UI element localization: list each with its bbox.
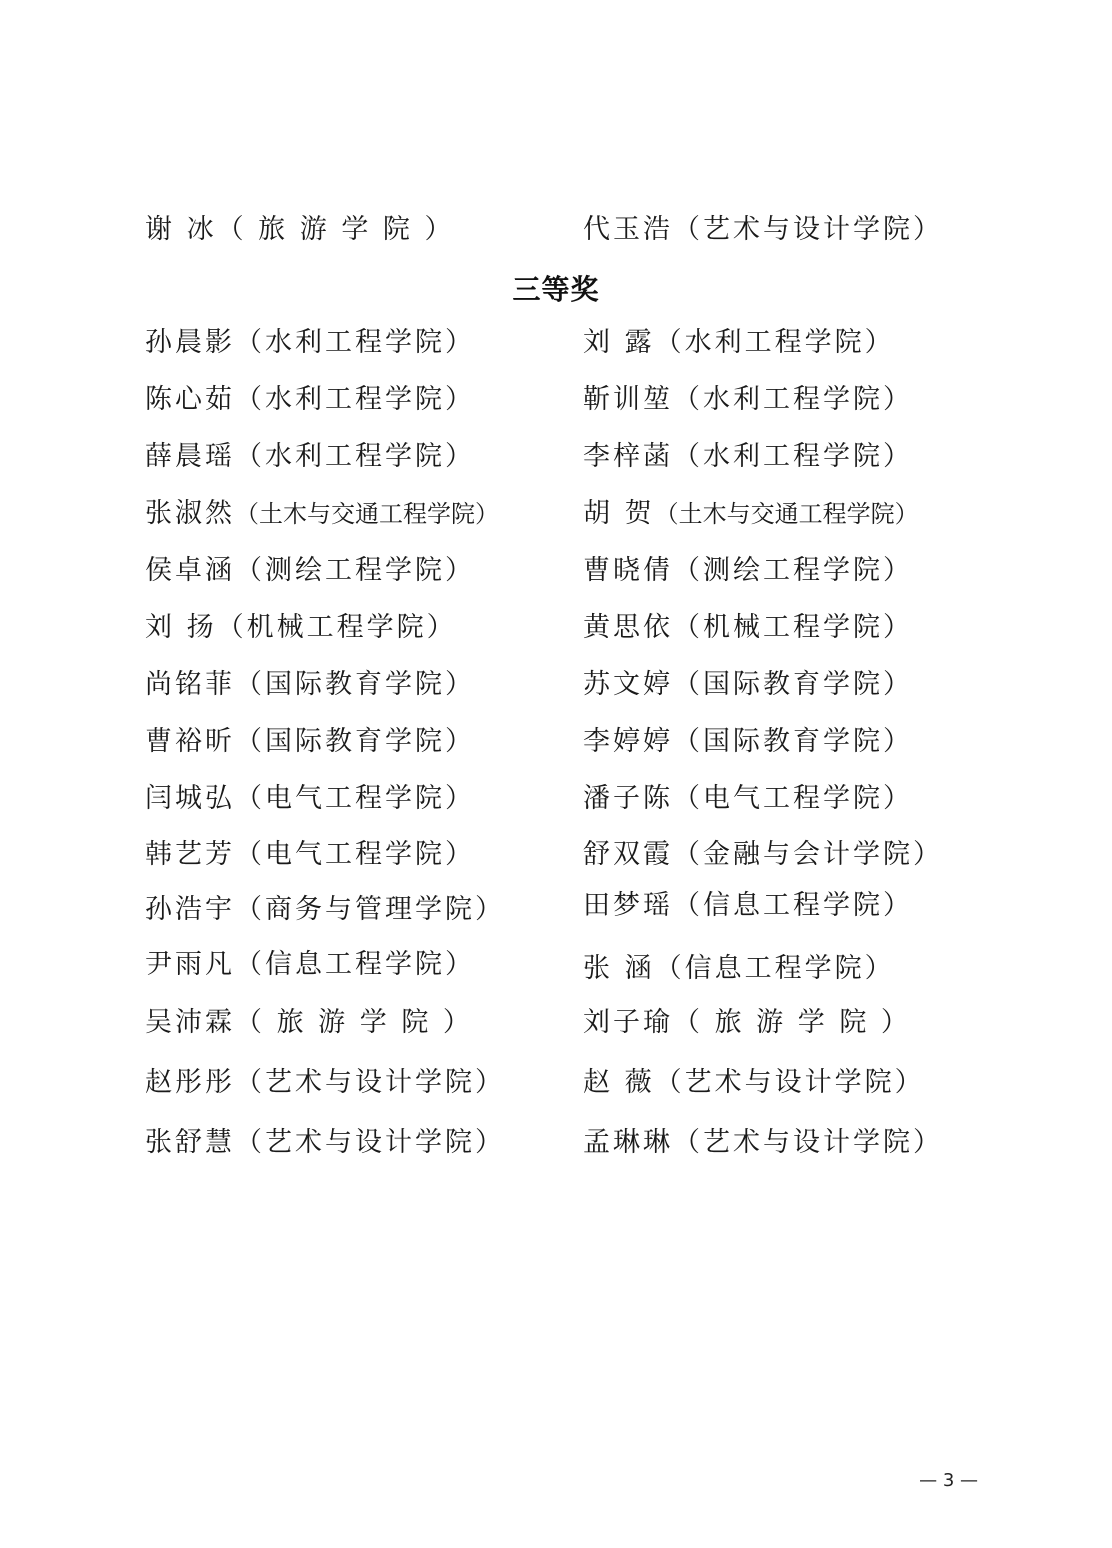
award-row bbox=[0, 890, 1112, 930]
award-entry bbox=[583, 665, 913, 705]
college-name: （国际教育学院） bbox=[235, 726, 475, 757]
college-name: （ 旅 游 学 院 ） bbox=[235, 1007, 473, 1038]
student-name: 薛晨瑶 bbox=[145, 441, 235, 472]
student-name: 尚铭菲 bbox=[145, 669, 235, 700]
student-name: 赵 薇 bbox=[583, 1067, 655, 1098]
award-row bbox=[0, 323, 1112, 363]
award-entry bbox=[583, 835, 943, 875]
college-name: （测绘工程学院） bbox=[673, 555, 913, 586]
college-name: （电气工程学院） bbox=[235, 783, 475, 814]
award-entry bbox=[145, 210, 455, 250]
award-entry bbox=[145, 779, 475, 819]
college-name: （土木与交通工程学院） bbox=[235, 500, 499, 528]
award-entry bbox=[145, 722, 475, 762]
student-name: 陈心茹 bbox=[145, 384, 235, 415]
award-entry bbox=[583, 551, 913, 591]
award-row bbox=[0, 608, 1112, 648]
award-entry bbox=[583, 949, 895, 989]
award-entry bbox=[145, 665, 475, 705]
section-heading: 三等奖 bbox=[512, 273, 600, 306]
student-name: 孟琳琳 bbox=[583, 1127, 673, 1158]
college-name: （ 旅 游 学 院 ） bbox=[673, 1007, 911, 1038]
student-name: 韩艺芳 bbox=[145, 839, 235, 870]
student-name: 靳训堃 bbox=[583, 384, 673, 415]
award-row bbox=[0, 210, 1112, 250]
award-row bbox=[0, 380, 1112, 420]
award-entry bbox=[145, 494, 499, 534]
college-name: （艺术与设计学院） bbox=[673, 214, 943, 245]
award-entry bbox=[583, 437, 913, 477]
student-name: 田梦瑶 bbox=[583, 890, 673, 921]
college-name: （商务与管理学院） bbox=[235, 894, 505, 925]
award-entry bbox=[583, 1123, 943, 1163]
award-entry bbox=[145, 437, 475, 477]
student-name: 代玉浩 bbox=[583, 214, 673, 245]
student-name: 张舒慧 bbox=[145, 1127, 235, 1158]
award-row bbox=[0, 835, 1112, 875]
student-name: 刘子瑜 bbox=[583, 1007, 673, 1038]
college-name: （国际教育学院） bbox=[673, 669, 913, 700]
award-row bbox=[0, 551, 1112, 591]
award-entry bbox=[583, 380, 913, 420]
award-entry bbox=[145, 551, 475, 591]
award-entry bbox=[145, 1003, 473, 1043]
college-name: （艺术与设计学院） bbox=[235, 1127, 505, 1158]
page-number: — 3 — bbox=[919, 1470, 978, 1491]
student-name: 侯卓涵 bbox=[145, 555, 235, 586]
student-name: 赵彤彤 bbox=[145, 1067, 235, 1098]
college-name: （土木与交通工程学院） bbox=[654, 500, 919, 528]
award-entry bbox=[145, 323, 475, 363]
award-entry bbox=[145, 890, 505, 930]
student-name: 胡 贺 bbox=[583, 498, 655, 529]
college-name: （水利工程学院） bbox=[235, 441, 475, 472]
college-name: （国际教育学院） bbox=[235, 669, 475, 700]
award-entry bbox=[583, 722, 913, 762]
college-name: （信息工程学院） bbox=[673, 890, 913, 921]
award-entry bbox=[583, 608, 913, 648]
student-name: 吴沛霖 bbox=[145, 1007, 235, 1038]
college-name: （水利工程学院） bbox=[673, 441, 913, 472]
award-entry bbox=[145, 945, 475, 985]
college-name: （艺术与设计学院） bbox=[654, 1067, 925, 1098]
award-entry bbox=[583, 779, 913, 819]
college-name: （信息工程学院） bbox=[654, 953, 895, 984]
student-name: 黄思依 bbox=[583, 612, 673, 643]
award-entry bbox=[583, 323, 895, 363]
student-name: 苏文婷 bbox=[583, 669, 673, 700]
award-row bbox=[0, 437, 1112, 477]
award-entry bbox=[583, 494, 919, 534]
award-row bbox=[0, 1123, 1112, 1163]
award-row bbox=[0, 1003, 1112, 1043]
award-row bbox=[0, 494, 1112, 534]
award-entry bbox=[145, 1063, 505, 1103]
student-name: 闫城弘 bbox=[145, 783, 235, 814]
award-entry bbox=[145, 380, 475, 420]
college-name: （电气工程学院） bbox=[235, 839, 475, 870]
college-name: （机械工程学院） bbox=[673, 612, 913, 643]
college-name: （艺术与设计学院） bbox=[235, 1067, 505, 1098]
award-entry bbox=[583, 886, 913, 926]
student-name: 尹雨凡 bbox=[145, 949, 235, 980]
student-name: 张 涵 bbox=[583, 953, 655, 984]
student-name: 刘 扬 bbox=[145, 612, 217, 643]
college-name: （机械工程学院） bbox=[216, 612, 457, 643]
student-name: 孙浩宇 bbox=[145, 894, 235, 925]
student-name: 曹晓倩 bbox=[583, 555, 673, 586]
college-name: （艺术与设计学院） bbox=[673, 1127, 943, 1158]
award-entry bbox=[583, 1063, 925, 1103]
college-name: （测绘工程学院） bbox=[235, 555, 475, 586]
student-name: 李梓菡 bbox=[583, 441, 673, 472]
college-name: （金融与会计学院） bbox=[673, 839, 943, 870]
student-name: 刘 露 bbox=[583, 327, 655, 358]
award-entry bbox=[583, 1003, 911, 1043]
college-name: （水利工程学院） bbox=[673, 384, 913, 415]
award-row bbox=[0, 1063, 1112, 1103]
award-entry bbox=[145, 1123, 505, 1163]
student-name: 潘子陈 bbox=[583, 783, 673, 814]
award-entry bbox=[145, 835, 475, 875]
award-row bbox=[0, 665, 1112, 705]
student-name: 孙晨影 bbox=[145, 327, 235, 358]
student-name: 李婷婷 bbox=[583, 726, 673, 757]
college-name: （水利工程学院） bbox=[654, 327, 895, 358]
award-row bbox=[0, 945, 1112, 985]
award-row bbox=[0, 779, 1112, 819]
college-name: （水利工程学院） bbox=[235, 327, 475, 358]
college-name: （ 旅 游 学 院 ） bbox=[216, 214, 455, 245]
college-name: （水利工程学院） bbox=[235, 384, 475, 415]
college-name: （国际教育学院） bbox=[673, 726, 913, 757]
college-name: （信息工程学院） bbox=[235, 949, 475, 980]
student-name: 舒双霞 bbox=[583, 839, 673, 870]
student-name: 谢 冰 bbox=[145, 214, 217, 245]
college-name: （电气工程学院） bbox=[673, 783, 913, 814]
award-entry bbox=[145, 608, 457, 648]
student-name: 曹裕昕 bbox=[145, 726, 235, 757]
award-entry bbox=[583, 210, 943, 250]
award-row bbox=[0, 722, 1112, 762]
student-name: 张淑然 bbox=[145, 498, 235, 529]
